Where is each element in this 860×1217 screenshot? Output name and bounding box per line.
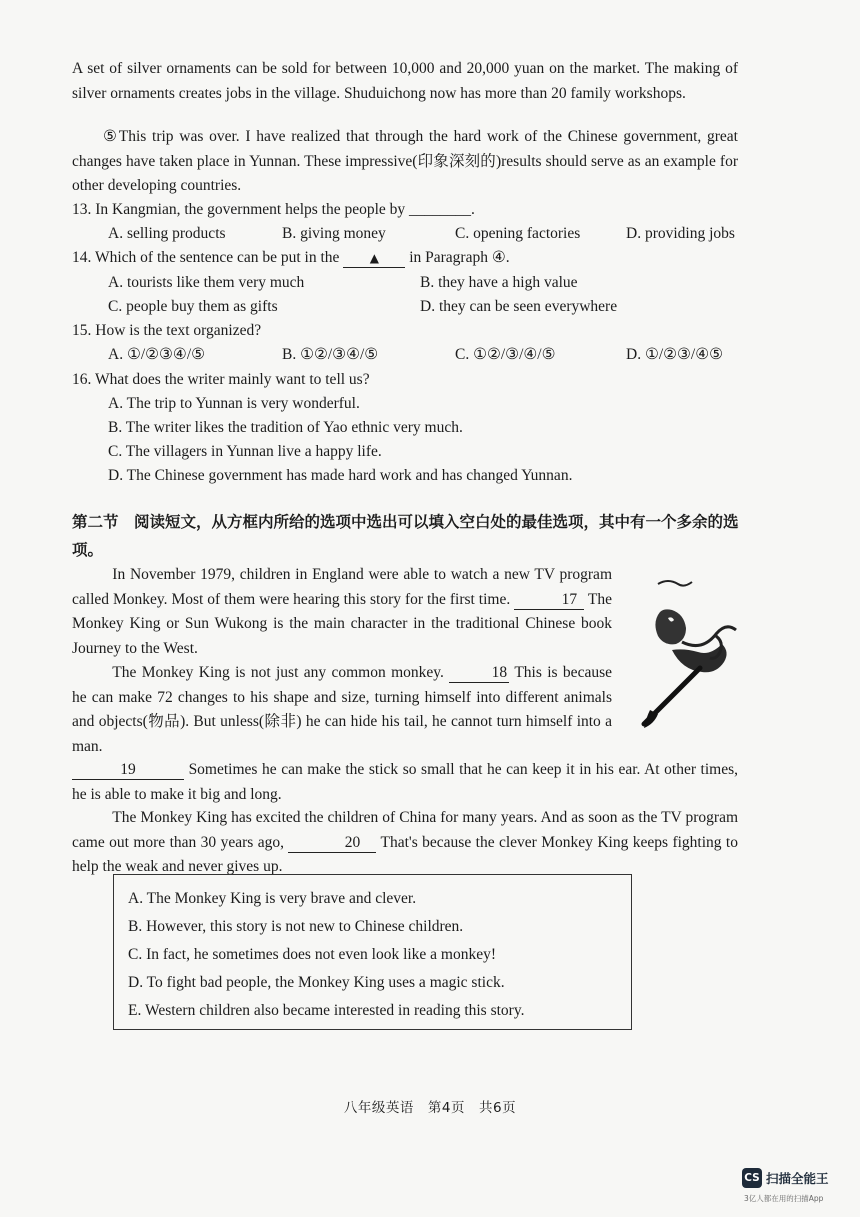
box-option-d: D. To fight bad people, the Monkey King uses a magic stick. xyxy=(128,974,505,991)
question-16-option-a: A. The trip to Yunnan is very wonderful. xyxy=(108,395,360,412)
cloze-p4-text-b: That's because the clever Monkey King keeps fighting to help the weak and never gives up. xyxy=(72,833,738,875)
question-15-option-b: B. ①②/③④/⑤ xyxy=(282,346,379,363)
question-13 xyxy=(72,198,475,222)
blank-17: 17 xyxy=(514,591,584,610)
triangle-icon: ▲ xyxy=(369,251,379,265)
cloze-p2-text-a: The Monkey King is not just any common monkey. xyxy=(112,664,444,681)
camscanner-logo-icon: CS xyxy=(742,1168,762,1188)
question-14-stem-end: in Paragraph ④. xyxy=(409,249,510,266)
question-14-option-b: B. they have a high value xyxy=(420,274,578,291)
question-15-option-a: A. ①/②③④/⑤ xyxy=(108,346,206,363)
cloze-p1-text-a: In November 1979, children in England were able to watch a new TV program called Monkey. Most of them were hearing this story for the first time. xyxy=(72,566,612,608)
box-option-a: A. The Monkey King is very brave and clever. xyxy=(128,890,417,907)
cloze-p2-text-b: This is because he can make 72 changes to his shape and size, turning himself into different animals and objects(物品). But unless(除非) he can hide his tail, he cannot turn himself into a man. xyxy=(72,664,612,755)
question-13-stem-end: . xyxy=(471,201,475,218)
question-14-option-c: C. people buy them as gifts xyxy=(108,298,278,315)
question-14-option-a: A. tourists like them very much xyxy=(108,274,305,291)
question-14-option-d: D. they can be seen everywhere xyxy=(420,298,618,315)
question-13-option-a: A. selling products xyxy=(108,225,226,242)
cloze-paragraph-1 xyxy=(72,563,612,661)
question-13-stem: 13. In Kangmian, the government helps the people by xyxy=(72,201,406,218)
question-16-stem: 16. What does the writer mainly want to tell us? xyxy=(72,371,370,388)
passage-paragraph-4-end: A set of silver ornaments can be sold for between 10,000 and 20,000 yuan on the market. The making of silver ornaments creates jobs in the village. Shuduichong now has more than 20 family workshops. xyxy=(72,60,738,102)
section-2-title: 第二节 阅读短文，从方框内所给的选项中选出可以填入空白处的最佳选项，其中有一个多余的选项。 xyxy=(72,513,739,559)
cloze-p3-text: Sometimes he can make the stick so small that he can keep it in his ear. At other times, he is able to make it big and long. xyxy=(72,761,739,803)
question-15-option-c: C. ①②/③/④/⑤ xyxy=(455,346,556,363)
blank-20: 20 xyxy=(288,834,376,853)
question-13-option-c: C. opening factories xyxy=(455,225,581,242)
question-13-option-d: D. providing jobs xyxy=(626,225,735,242)
watermark-subtitle: 3亿人都在用的扫描App xyxy=(744,1194,824,1203)
options-box xyxy=(113,874,632,1030)
passage-paragraph-5: ⑤This trip was over. I have realized that through the hard work of the Chinese government, great changes have taken place in Yunnan. These impressive(印象深刻的)results should serve as an example for other developing countries. xyxy=(72,128,738,194)
question-15-stem: 15. How is the text organized? xyxy=(72,322,262,339)
question-13-option-b: B. giving money xyxy=(282,225,386,242)
watermark-name: 扫描全能王 xyxy=(766,1171,829,1186)
question-15-option-d: D. ①/②③/④⑤ xyxy=(626,346,724,363)
box-option-e: E. Western children also became interested in reading this story. xyxy=(128,1002,525,1019)
cloze-paragraph-3 xyxy=(72,758,738,807)
cloze-paragraph-4 xyxy=(72,806,738,880)
box-option-b: B. However, this story is not new to Chinese children. xyxy=(128,918,464,935)
cloze-p1-text-b: The Monkey King or Sun Wukong is the main character in the traditional Chinese book Journey to the West. xyxy=(72,590,612,657)
question-16-option-c: C. The villagers in Yunnan live a happy life. xyxy=(108,443,382,460)
box-option-c: C. In fact, he sometimes does not even look like a monkey! xyxy=(128,946,497,963)
question-16-option-d: D. The Chinese government has made hard work and has changed Yunnan. xyxy=(108,467,573,484)
monkey-king-illustration xyxy=(620,572,750,732)
question-14 xyxy=(72,246,510,270)
question-16-option-b: B. The writer likes the tradition of Yao ethnic very much. xyxy=(108,419,463,436)
scanner-watermark xyxy=(742,1168,852,1208)
blank-18: 18 xyxy=(449,664,509,683)
question-13-blank: ________ xyxy=(409,201,472,218)
question-14-stem: 14. Which of the sentence can be put in the xyxy=(72,249,340,266)
page-footer: 八年级英语 第4页 共6页 xyxy=(343,1100,517,1116)
cloze-paragraph-2 xyxy=(72,661,612,759)
cloze-p4-text-a: The Monkey King has excited the children of China for many years. And as soon as the TV program came out more than 30 years ago, xyxy=(72,809,738,851)
blank-19: 19 xyxy=(72,761,184,780)
